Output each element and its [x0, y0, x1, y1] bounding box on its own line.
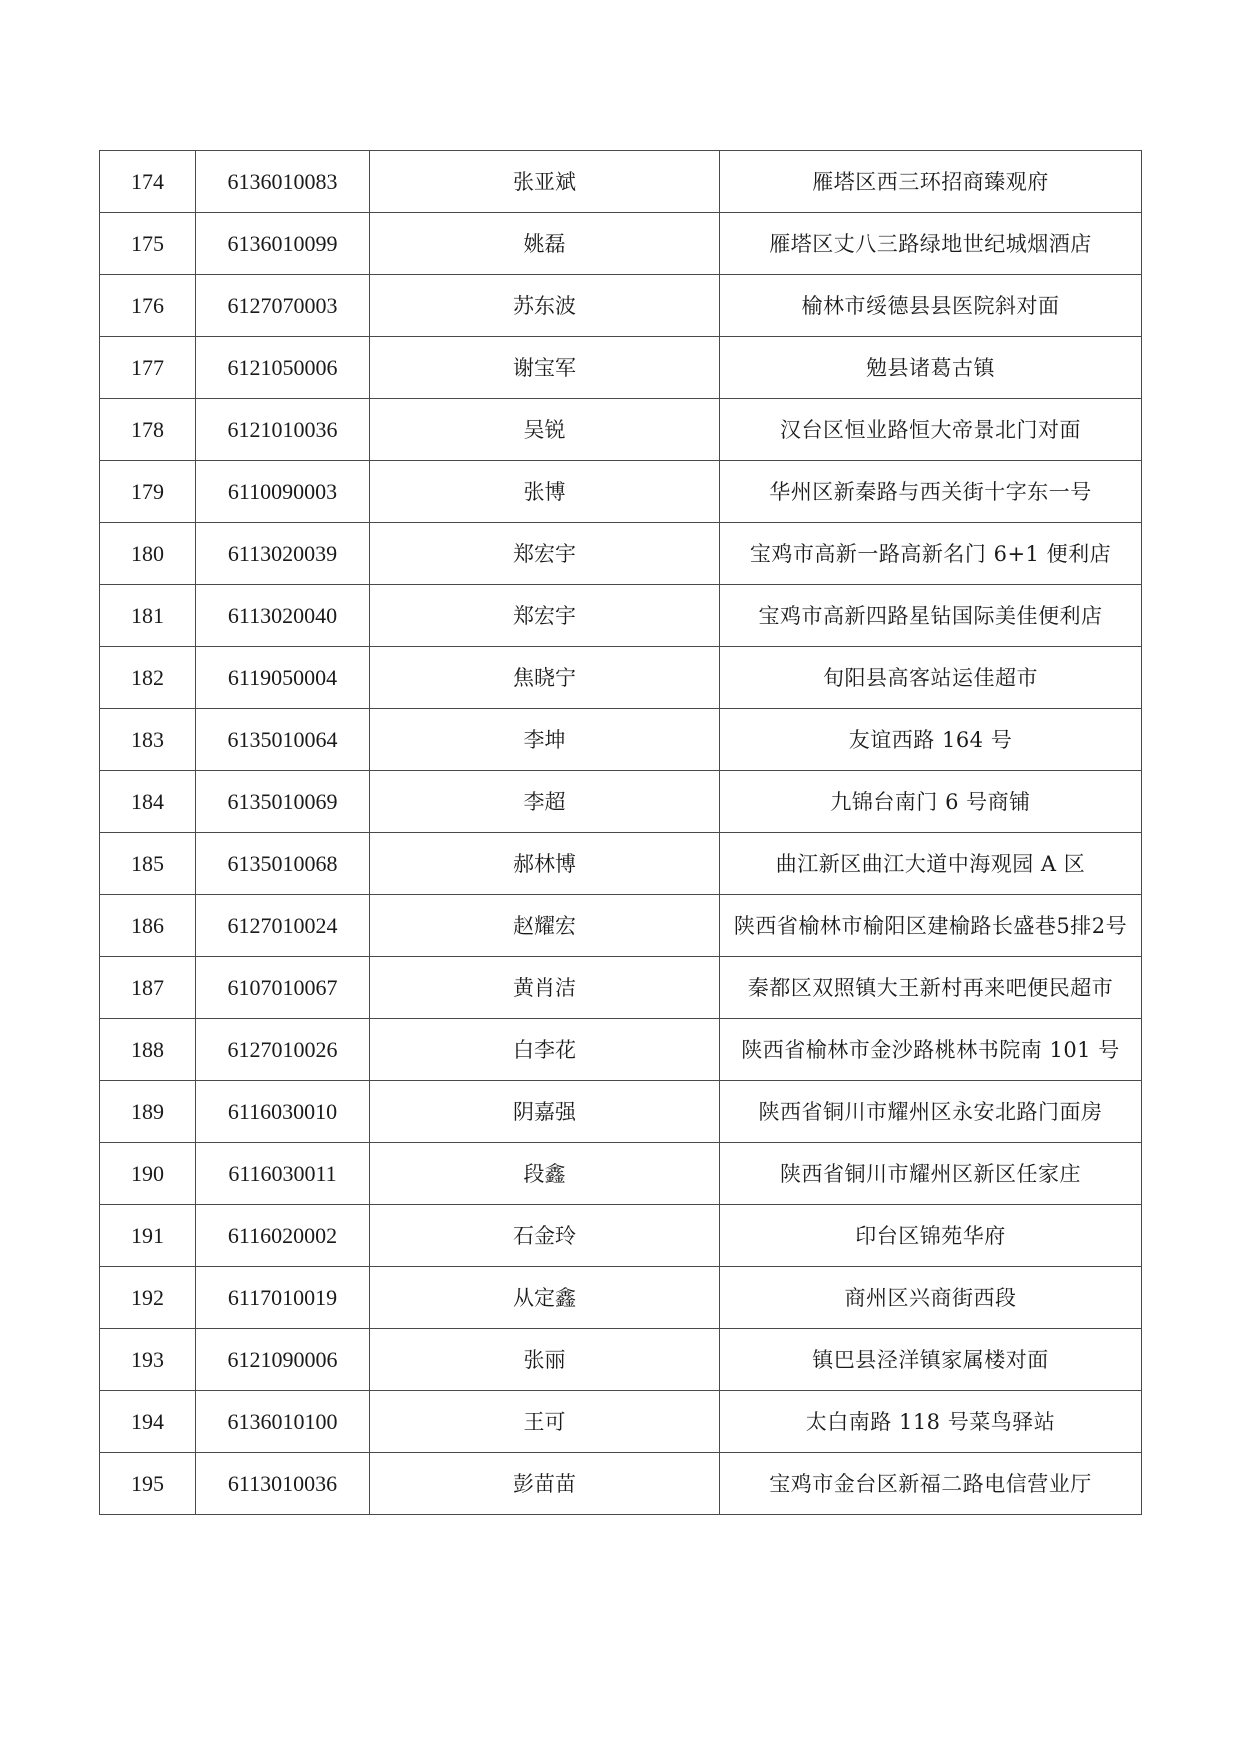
row-address-cell: 华州区新秦路与西关街十字东一号 [720, 461, 1142, 523]
row-index-cell: 195 [100, 1453, 196, 1515]
row-code-cell: 6113020040 [196, 585, 370, 647]
row-index-cell: 188 [100, 1019, 196, 1081]
row-name-cell: 张亚斌 [370, 151, 720, 213]
row-code-cell: 6113020039 [196, 523, 370, 585]
table-row [100, 957, 1142, 1019]
row-name-cell: 石金玲 [370, 1205, 720, 1267]
row-name-cell: 李坤 [370, 709, 720, 771]
row-name-cell: 谢宝军 [370, 337, 720, 399]
table-row [100, 895, 1142, 957]
table-row [100, 275, 1142, 337]
row-index-cell: 180 [100, 523, 196, 585]
row-name-cell: 王可 [370, 1391, 720, 1453]
row-address-cell: 陕西省铜川市耀州区新区任家庄 [720, 1143, 1142, 1205]
row-code-cell: 6135010064 [196, 709, 370, 771]
row-address-cell: 榆林市绥德县县医院斜对面 [720, 275, 1142, 337]
row-code-cell: 6110090003 [196, 461, 370, 523]
row-address-cell: 陕西省榆林市金沙路桃林书院南 101 号 [720, 1019, 1142, 1081]
roster-table-body [100, 151, 1142, 1515]
row-index-cell: 190 [100, 1143, 196, 1205]
row-name-cell: 张丽 [370, 1329, 720, 1391]
row-code-cell: 6127010024 [196, 895, 370, 957]
row-address-cell: 太白南路 118 号菜鸟驿站 [720, 1391, 1142, 1453]
row-code-cell: 6121090006 [196, 1329, 370, 1391]
table-row [100, 1205, 1142, 1267]
table-row [100, 647, 1142, 709]
row-address-cell: 勉县诸葛古镇 [720, 337, 1142, 399]
row-code-cell: 6116030010 [196, 1081, 370, 1143]
row-code-cell: 6121010036 [196, 399, 370, 461]
row-address-cell: 雁塔区西三环招商臻观府 [720, 151, 1142, 213]
row-name-cell: 姚磊 [370, 213, 720, 275]
row-index-cell: 181 [100, 585, 196, 647]
row-name-cell: 焦晓宁 [370, 647, 720, 709]
row-name-cell: 彭苗苗 [370, 1453, 720, 1515]
row-code-cell: 6119050004 [196, 647, 370, 709]
row-index-cell: 176 [100, 275, 196, 337]
table-row [100, 833, 1142, 895]
row-index-cell: 179 [100, 461, 196, 523]
table-row [100, 1081, 1142, 1143]
row-code-cell: 6116020002 [196, 1205, 370, 1267]
row-code-cell: 6121050006 [196, 337, 370, 399]
row-address-cell: 商州区兴商街西段 [720, 1267, 1142, 1329]
row-index-cell: 178 [100, 399, 196, 461]
row-index-cell: 189 [100, 1081, 196, 1143]
row-code-cell: 6116030011 [196, 1143, 370, 1205]
row-name-cell: 阴嘉强 [370, 1081, 720, 1143]
row-index-cell: 193 [100, 1329, 196, 1391]
row-index-cell: 187 [100, 957, 196, 1019]
row-code-cell: 6127010026 [196, 1019, 370, 1081]
row-index-cell: 186 [100, 895, 196, 957]
table-row [100, 151, 1142, 213]
row-name-cell: 郑宏宇 [370, 585, 720, 647]
row-address-cell: 汉台区恒业路恒大帝景北门对面 [720, 399, 1142, 461]
row-name-cell: 郑宏宇 [370, 523, 720, 585]
row-index-cell: 191 [100, 1205, 196, 1267]
row-code-cell: 6107010067 [196, 957, 370, 1019]
row-address-cell: 雁塔区丈八三路绿地世纪城烟酒店 [720, 213, 1142, 275]
row-address-cell: 印台区锦苑华府 [720, 1205, 1142, 1267]
row-index-cell: 184 [100, 771, 196, 833]
row-address-cell: 秦都区双照镇大王新村再来吧便民超市 [720, 957, 1142, 1019]
table-row [100, 709, 1142, 771]
row-name-cell: 苏东波 [370, 275, 720, 337]
row-address-cell: 宝鸡市高新四路星钻国际美佳便利店 [720, 585, 1142, 647]
row-address-cell: 友谊西路 164 号 [720, 709, 1142, 771]
row-code-cell: 6113010036 [196, 1453, 370, 1515]
row-index-cell: 183 [100, 709, 196, 771]
row-name-cell: 张博 [370, 461, 720, 523]
row-code-cell: 6135010068 [196, 833, 370, 895]
table-row [100, 1143, 1142, 1205]
row-index-cell: 194 [100, 1391, 196, 1453]
row-name-cell: 从定鑫 [370, 1267, 720, 1329]
row-name-cell: 郝林博 [370, 833, 720, 895]
row-address-cell: 宝鸡市金台区新福二路电信营业厅 [720, 1453, 1142, 1515]
row-address-cell: 镇巴县泾洋镇家属楼对面 [720, 1329, 1142, 1391]
row-name-cell: 段鑫 [370, 1143, 720, 1205]
row-name-cell: 赵耀宏 [370, 895, 720, 957]
row-address-cell: 陕西省铜川市耀州区永安北路门面房 [720, 1081, 1142, 1143]
row-address-cell: 宝鸡市高新一路高新名门 6+1 便利店 [720, 523, 1142, 585]
table-row [100, 585, 1142, 647]
table-row [100, 1453, 1142, 1515]
row-index-cell: 192 [100, 1267, 196, 1329]
row-code-cell: 6135010069 [196, 771, 370, 833]
table-row [100, 1267, 1142, 1329]
row-code-cell: 6136010100 [196, 1391, 370, 1453]
row-code-cell: 6136010099 [196, 213, 370, 275]
row-address-cell: 陕西省榆林市榆阳区建榆路长盛巷5排2号 [720, 895, 1142, 957]
row-code-cell: 6136010083 [196, 151, 370, 213]
row-index-cell: 185 [100, 833, 196, 895]
row-name-cell: 吴锐 [370, 399, 720, 461]
roster-table [99, 150, 1142, 1515]
row-index-cell: 175 [100, 213, 196, 275]
table-row [100, 1391, 1142, 1453]
table-row [100, 461, 1142, 523]
row-code-cell: 6117010019 [196, 1267, 370, 1329]
table-row [100, 337, 1142, 399]
table-row [100, 213, 1142, 275]
table-row [100, 771, 1142, 833]
table-row [100, 1329, 1142, 1391]
row-index-cell: 174 [100, 151, 196, 213]
row-name-cell: 黄肖洁 [370, 957, 720, 1019]
row-index-cell: 177 [100, 337, 196, 399]
table-row [100, 1019, 1142, 1081]
row-name-cell: 白李花 [370, 1019, 720, 1081]
row-address-cell: 九锦台南门 6 号商铺 [720, 771, 1142, 833]
table-row [100, 399, 1142, 461]
table-row [100, 523, 1142, 585]
row-code-cell: 6127070003 [196, 275, 370, 337]
row-index-cell: 182 [100, 647, 196, 709]
row-address-cell: 曲江新区曲江大道中海观园 A 区 [720, 833, 1142, 895]
row-name-cell: 李超 [370, 771, 720, 833]
row-address-cell: 旬阳县高客站运佳超市 [720, 647, 1142, 709]
